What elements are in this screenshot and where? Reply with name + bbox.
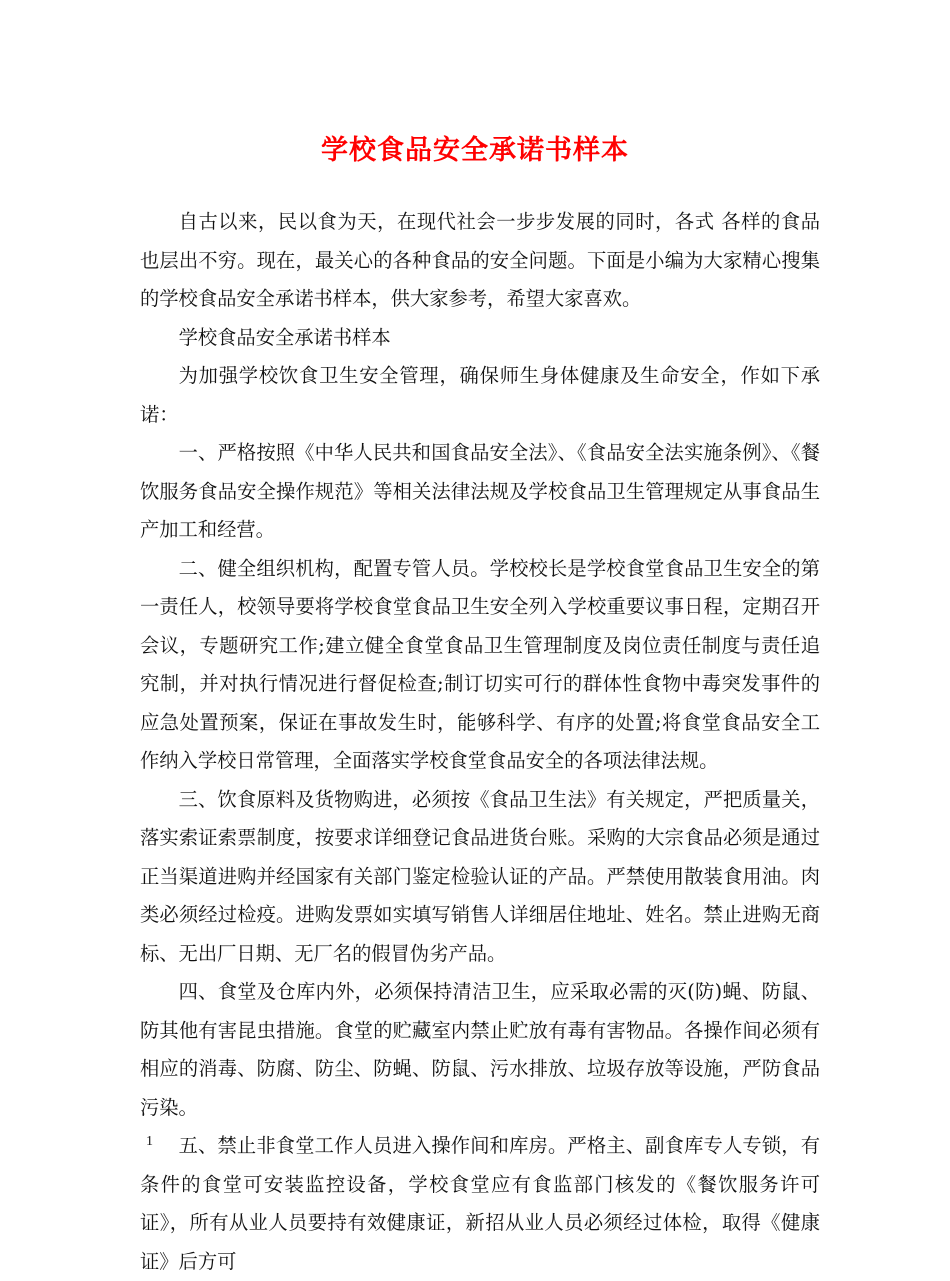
paragraph-item-1: 一、严格按照《中华人民共和国食品安全法》、《食品安全法实施条例》、《餐饮服务食品安全操作规范》等相关法律法规及学校食品卫生管理规定从事食品生产加工和经营。 (140, 441, 820, 541)
paragraph-preamble: 为加强学校饮食卫生安全管理，确保师生身体健康及生命安全，作如下承诺： (140, 364, 820, 426)
paragraph-item-2: 二、健全组织机构，配置专管人员。学校校长是学校食堂食品卫生安全的第一责任人，校领导要将学校食堂食品卫生安全列入学校重要议事日程，定期召开会议，专题研究工作;建立健全食堂食品卫生管理制度及岗位责任制度与责任追究制，并对执行情况进行督促检查;制订切实可行的群体性食物中毒突发事件的应急处置预案，保证在事故发生时，能够科学、有序的处置;将食堂食品安全工作纳入学校日常管理，全面落实学校食堂食品安全的各项法律法规。 (140, 556, 820, 772)
paragraph-subtitle: 学校食品安全承诺书样本 (178, 325, 391, 349)
paragraph-item-4: 四、食堂及仓库内外，必须保持清洁卫生，应采取必需的灭(防)蝇、防鼠、防其他有害昆虫措施。食堂的贮藏室内禁止贮放有毒有害物品。各操作间必须有相应的消毒、防腐、防尘、防蝇、防鼠、污水排放、垃圾存放等设施，严防食品污染。 (140, 980, 820, 1119)
document-title: 学校食品安全承诺书样本 (321, 135, 629, 166)
paragraph-item-5: 五、禁止非食堂工作人员进入操作间和库房。严格主、副食库专人专锁，有条件的食堂可安装监控设备，学校食堂应有食监部门核发的《餐饮服务许可证》，所有从业人员要持有效健康证，新招从业人员必须经过体检，取得《健康证》后方可 (140, 1134, 820, 1273)
paragraph-intro: 自古以来，民以食为天，在现代社会一步步发展的同时，各式 各样的食品也层出不穷。现在，最关心的各种食品的安全问题。下面是小编为大家精心搜集的学校食品安全承诺书样本，供大家参考，希望大家喜欢。 (140, 210, 820, 310)
document-body (140, 203, 820, 1281)
page-number: 1 (146, 1134, 153, 1149)
paragraph-item-3: 三、饮食原料及货物购进，必须按《食品卫生法》有关规定，严把质量关，落实索证索票制度，按要求详细登记食品进货台账。采购的大宗食品必须是通过正当渠道进购并经国家有关部门鉴定检验认证的产品。严禁使用散装食用油。肉类必须经过检疫。进购发票如实填写销售人详细居住地址、姓名。禁止进购无商标、无出厂日期、无厂名的假冒伪劣产品。 (140, 787, 820, 965)
